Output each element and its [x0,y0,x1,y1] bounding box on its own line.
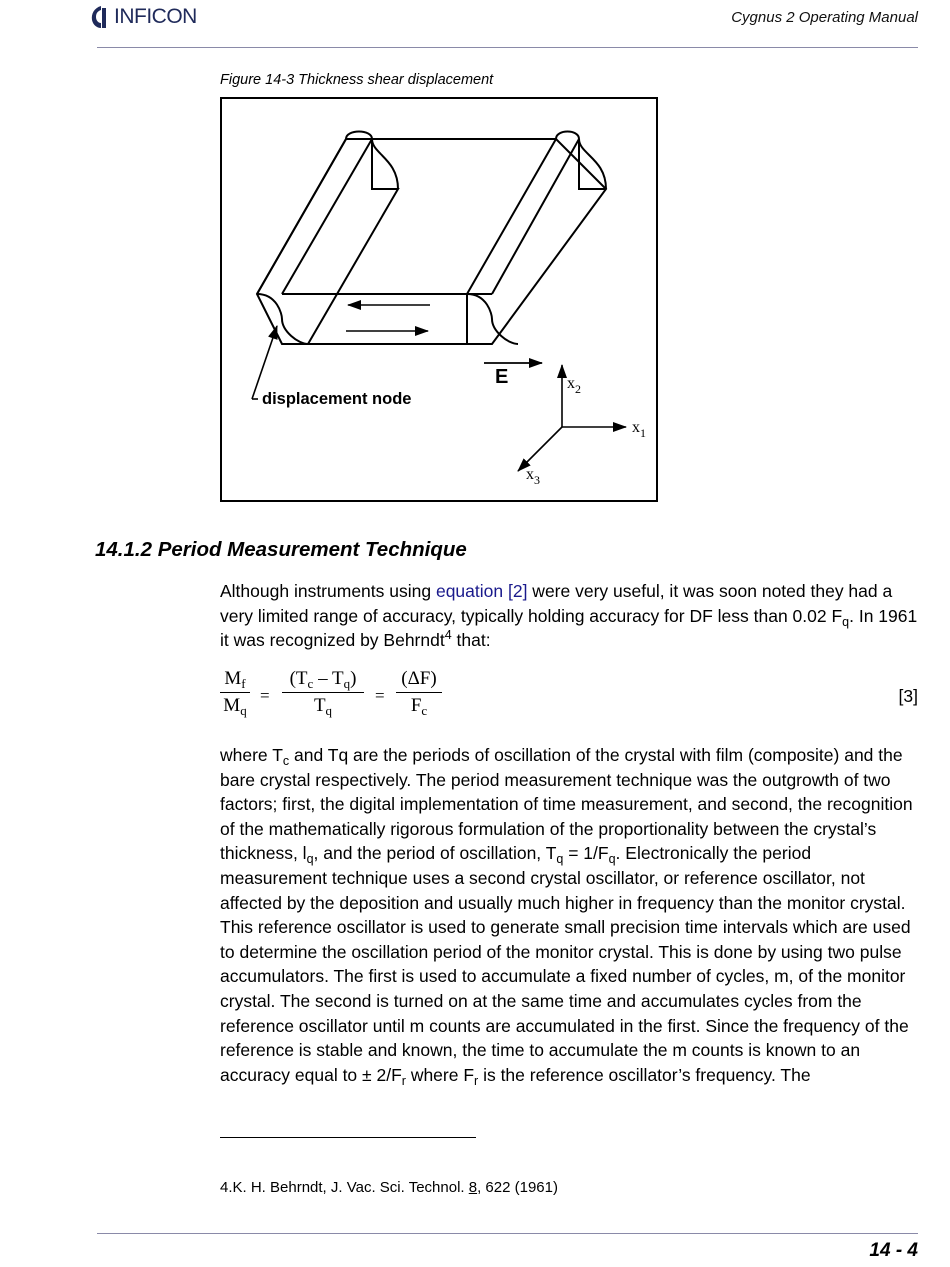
axis-x2-label: $x_2$ [567,375,581,396]
footnote-ref-4[interactable]: 4 [444,628,452,643]
axis-x3 [518,427,562,471]
axis-x1-label: $x_1$ [632,419,646,440]
fraction-mass: $M_f$ $M_q$ [220,668,250,717]
thickness-shear-diagram [222,99,656,500]
footnote-divider [220,1137,476,1138]
left-ridge [257,139,398,344]
page-number: 14 - 4 [869,1240,918,1261]
paragraph-explanation: where $T_c$ and Tq are the periods of oscillation of the crystal with film (composite) and the bare crystal respectively. The period measurement technique was the outgrowth of two factors; first, the digital implementation of time measurement, and second, the recognition of the mathematically rigorous formulation of the proportionality between the crystal’s thickness, $l_q$, and the period of oscillation, $T_q = 1/F_q$. Electronically the period measurement technique uses a second crystal oscillator, or reference oscillator, not affected by the deposition and usually much higher in frequency than the monitor crystal. This reference oscillator is used to generate small precision time intervals which are used to determine the oscillation period of the monitor crystal. This is done by using two pulse accumulators. The first is used to accumulate a fixed number of cycles, m, of the monitor crystal. The second is turned on at the same time and accumulates cycles from the reference oscillator until m counts are accumulated in the first. Since the frequency of the reference is stable and known, the time to accumulate the m counts is known to an accuracy equal to ± $2/F_r$ where $F_r$ is the reference oscillator’s frequency. The [220,745,913,1088]
equation-3 [220,668,470,732]
equation-2-link[interactable]: equation [2] [435,581,528,601]
fraction-period: $(T_c - T_q)$ $T_q$ [282,668,364,717]
axis-x3-label: $x_3$ [526,466,540,487]
equals-sign: = [260,686,270,705]
logo-text: INFICON [114,5,197,28]
paragraph-intro: Although instruments using equation [2] were very useful, it was soon noted they had a very limited range of accuracy, typically holding accuracy for DF less than 0.02 $F_q$. In 1961 it was recognized by Behrndt$^4$ that: [220,581,918,651]
manual-title: Cygnus 2 Operating Manual [731,9,918,26]
thickness-shear-figure [220,97,658,502]
header-divider [97,47,918,48]
footer-divider [97,1233,918,1234]
displacement-node-label: displacement node [262,390,412,408]
inficon-logo [90,3,197,31]
node-pointer [252,326,277,399]
left-wave [257,294,308,344]
field-label: E [495,366,509,388]
crystal-outline [257,139,606,344]
inficon-logo-mark [90,4,112,30]
fraction-frequency: (ΔF) $F_c$ [396,668,442,717]
footnote-4: 4.K. H. Behrndt, J. Vac. Sci. Technol. 8, 622 (1961) [220,1179,558,1196]
figure-caption: Figure 14-3 Thickness shear displacement [220,72,494,88]
section-heading: 14.1.2 Period Measurement Technique [95,538,467,561]
equals-sign: = [375,686,385,705]
equation-number: [3] [898,686,918,706]
